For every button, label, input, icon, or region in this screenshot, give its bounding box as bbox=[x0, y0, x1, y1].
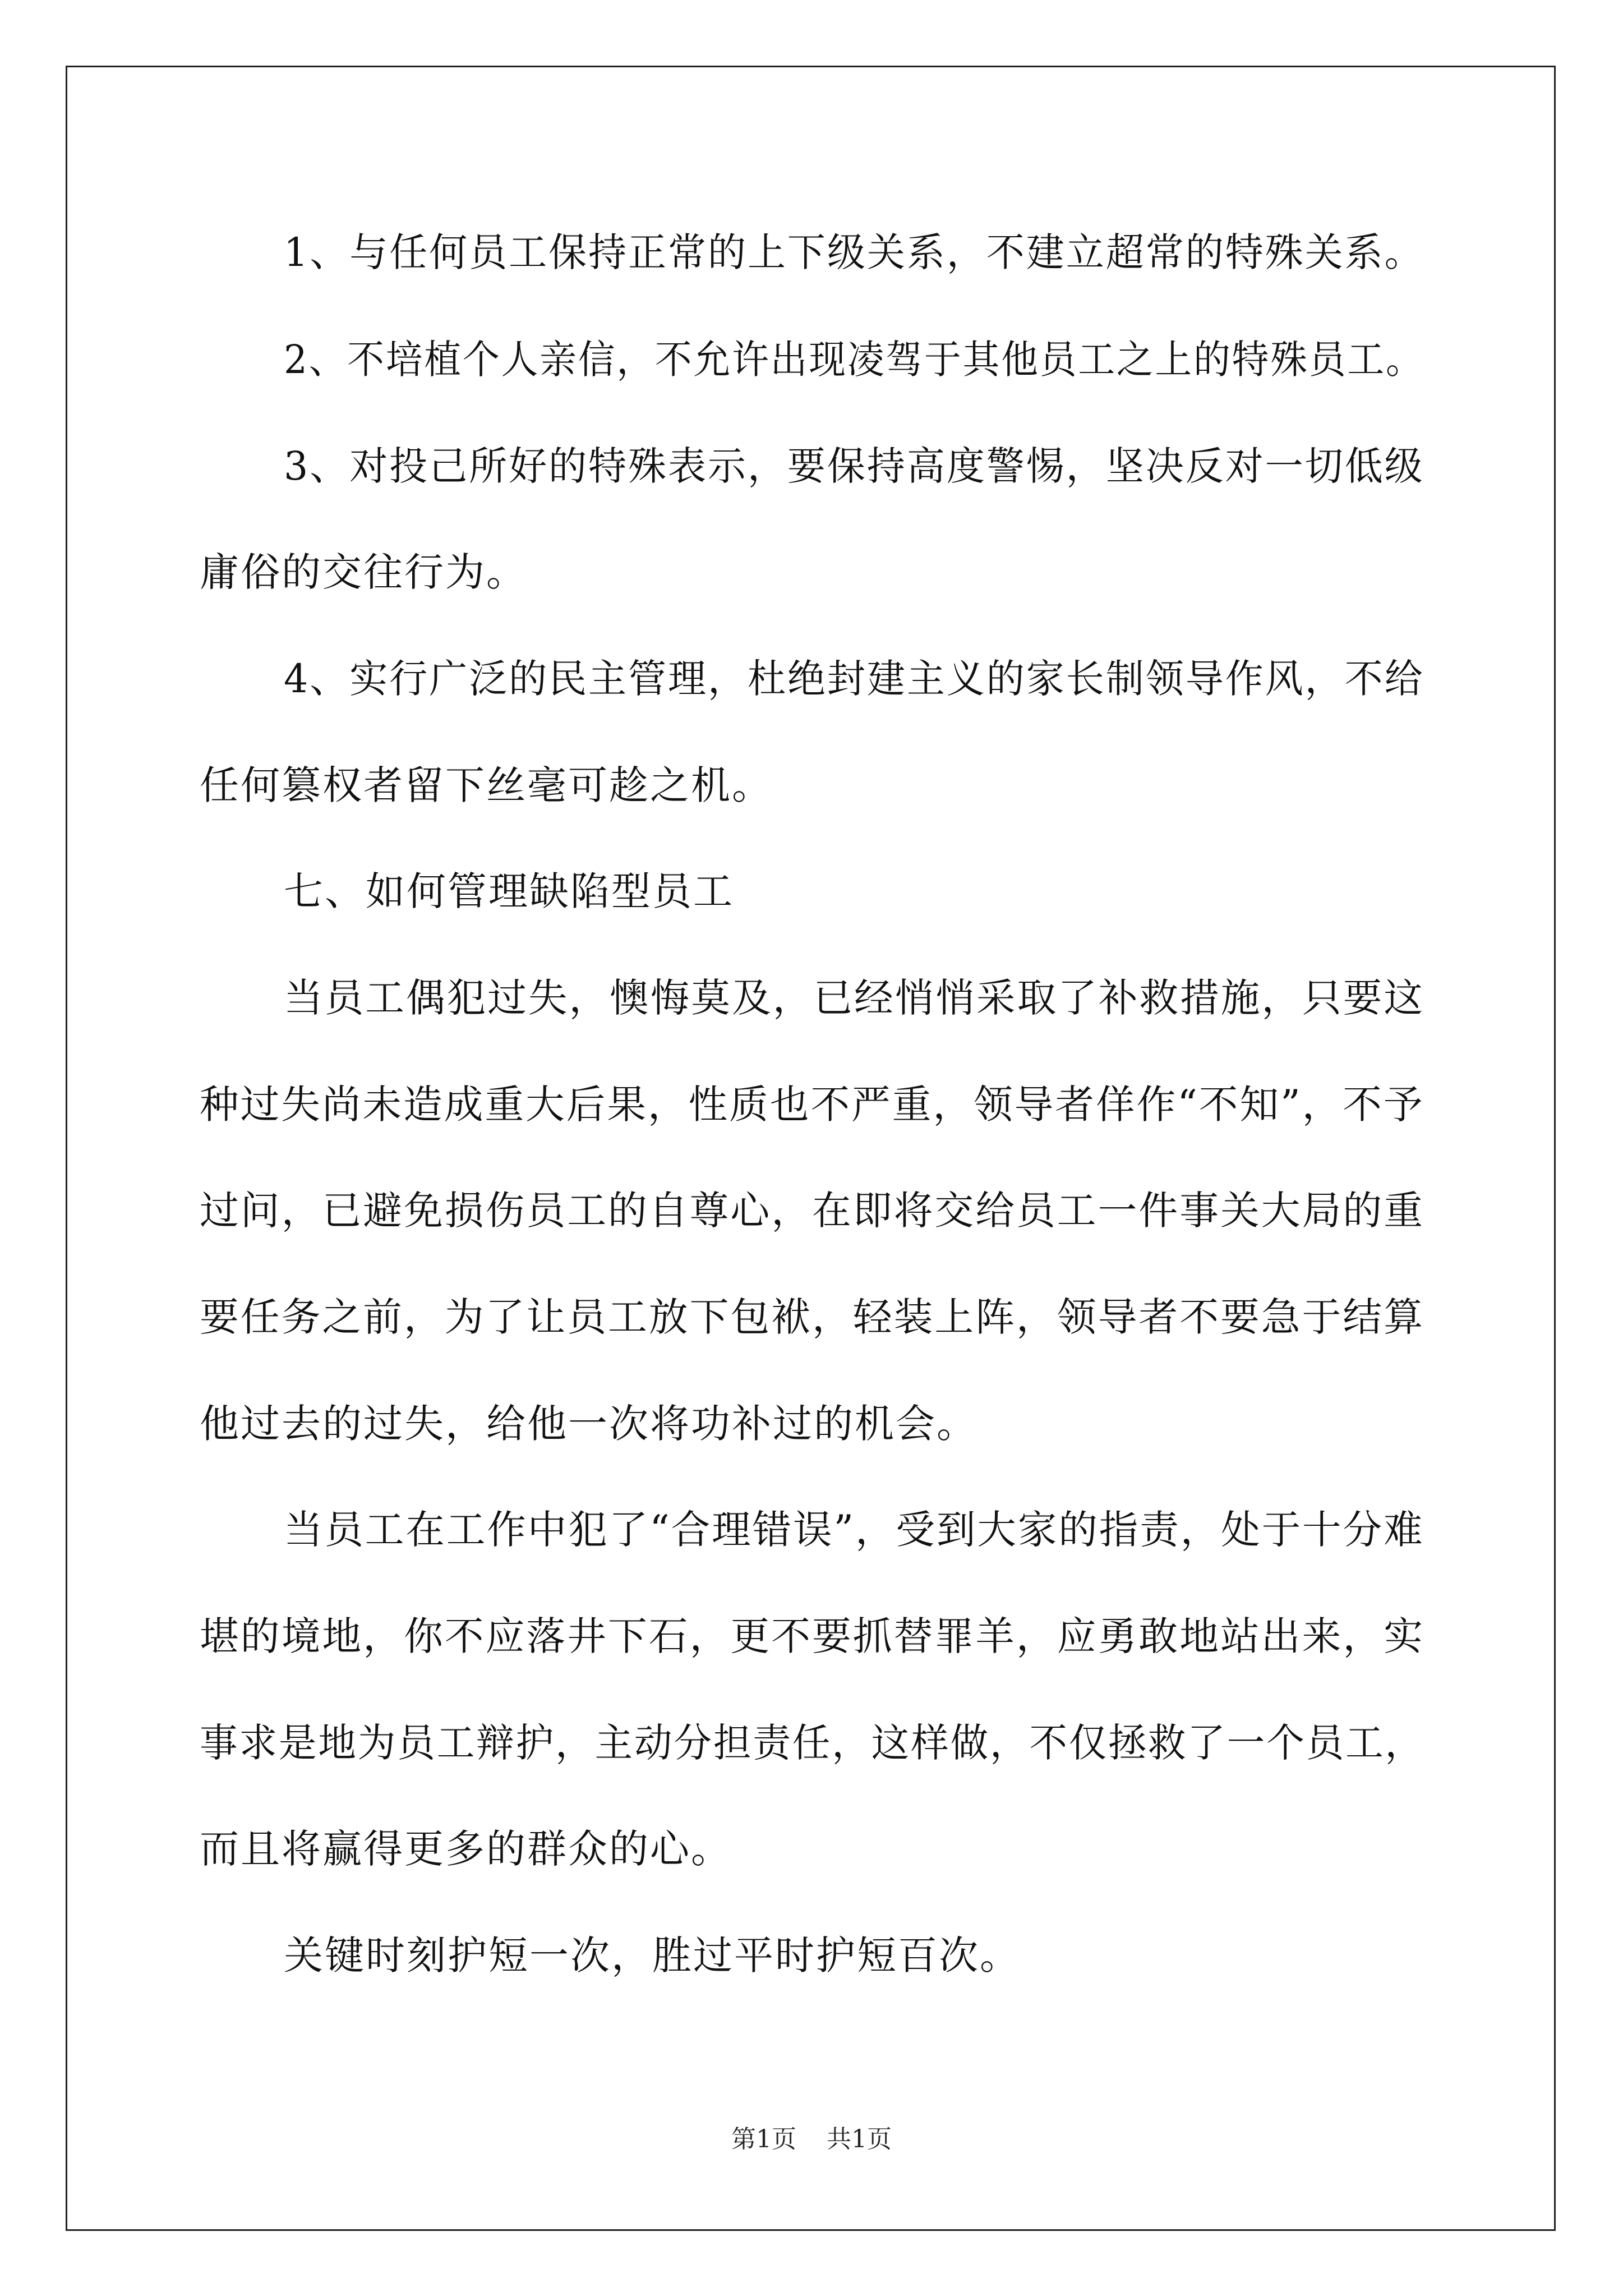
page-number-total: 共1页 bbox=[827, 2125, 892, 2154]
text-line-13: 当员工在工作中犯了“合理错误”，受到大家的指责，处于十分难 bbox=[284, 1507, 1424, 1553]
text-line-11: 要任务之前，为了让员工放下包袱，轻装上阵，领导者不要急于结算 bbox=[200, 1294, 1424, 1340]
text-line-2: 2、不培植个人亲信，不允许出现凌驾于其他员工之上的特殊员工。 bbox=[284, 337, 1424, 383]
text-line-4: 庸俗的交往行为。 bbox=[200, 549, 527, 595]
text-line-10: 过问，已避免损伤员工的自尊心，在即将交给员工一件事关大局的重 bbox=[200, 1188, 1424, 1234]
section-heading: 七、如何管理缺陷型员工 bbox=[284, 868, 734, 914]
page-border bbox=[66, 66, 1556, 2231]
text-line-8: 当员工偶犯过失，懊悔莫及，已经悄悄采取了补救措施，只要这 bbox=[284, 975, 1424, 1021]
text-line-1: 1、与任何员工保持正常的上下级关系，不建立超常的特殊关系。 bbox=[284, 229, 1424, 275]
text-line-12: 他过去的过失，给他一次将功补过的机会。 bbox=[200, 1401, 978, 1447]
text-line-16: 而且将赢得更多的群众的心。 bbox=[200, 1826, 732, 1872]
text-line-15: 事求是地为员工辩护，主动分担责任，这样做，不仅拯救了一个员工， bbox=[200, 1720, 1424, 1766]
text-line-6: 任何篡权者留下丝毫可趁之机。 bbox=[200, 762, 773, 808]
page-footer bbox=[0, 2123, 1623, 2156]
text-line-3: 3、对投己所好的特殊表示，要保持高度警惕，坚决反对一切低级 bbox=[284, 443, 1424, 489]
text-line-5: 4、实行广泛的民主管理，杜绝封建主义的家长制领导作风，不给 bbox=[284, 656, 1424, 702]
text-line-14: 堪的境地，你不应落井下石，更不要抓替罪羊，应勇敢地站出来，实 bbox=[200, 1613, 1424, 1659]
text-line-17: 关键时刻护短一次，胜过平时护短百次。 bbox=[284, 1932, 1021, 1978]
text-line-9: 种过失尚未造成重大后果，性质也不严重，领导者佯作“不知”，不予 bbox=[200, 1082, 1424, 1128]
page-number-current: 第1页 bbox=[731, 2125, 796, 2154]
